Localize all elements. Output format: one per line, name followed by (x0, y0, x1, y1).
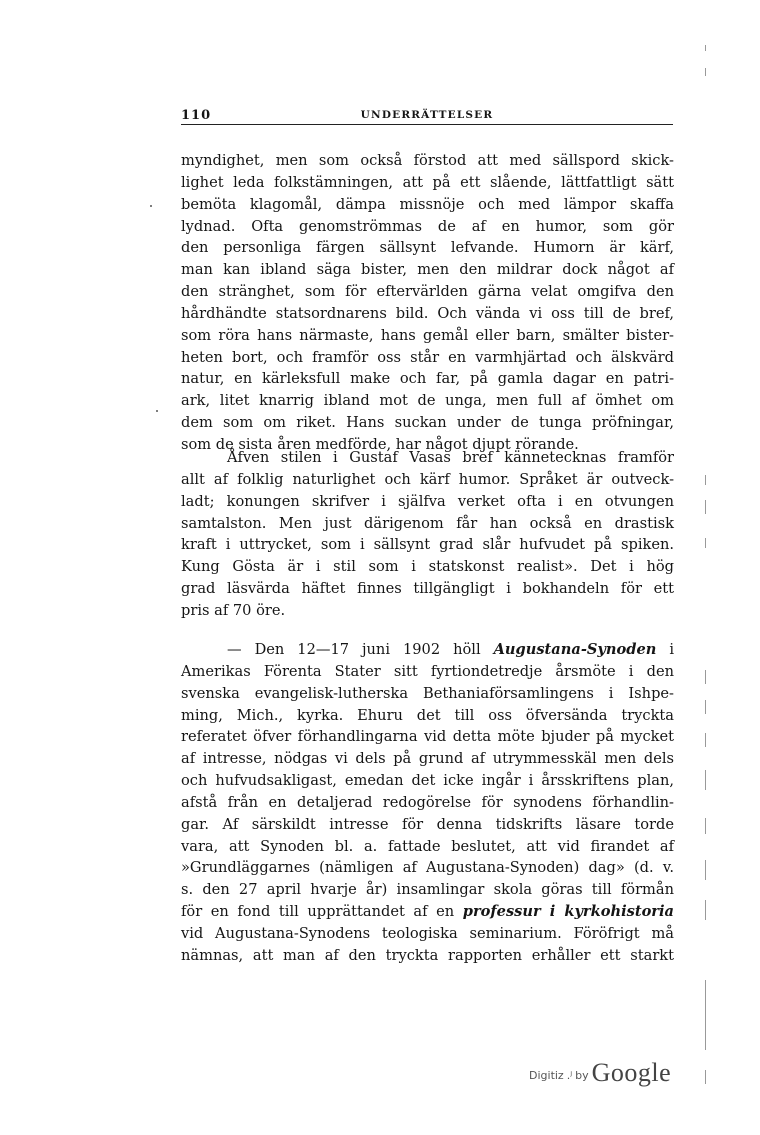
paragraph-2 (181, 447, 674, 622)
text-line: den stränghet, som för eftervärlden gärna velat omgifva den (181, 283, 674, 301)
text-line: myndighet, men som också förstod att med sällspord skick- (181, 152, 674, 169)
digitized-by-google-watermark (529, 1054, 671, 1088)
text-line: Amerikas Förenta Stater sitt fyrtiondetredje årsmöte i den (181, 662, 674, 680)
scan-edge-tick (705, 980, 706, 1050)
text-line: den personliga färgen sällsynt lefvande. Humorn är kärf, (181, 239, 674, 257)
text-line: hårdhändte statsordnarens bild. Och vända vi oss till de bref, (181, 304, 674, 322)
scan-edge-tick (705, 733, 706, 747)
text-line: af intresse, nödgas vi dels på grund af utrymmesskäl men dels (181, 750, 674, 768)
text-line-opening (181, 639, 674, 661)
scan-edge-tick (705, 500, 706, 514)
text-fragment: — Den 12—17 juni 1902 höll (227, 641, 494, 658)
scan-edge-tick (705, 818, 706, 834)
scan-edge-tick (705, 700, 706, 714)
watermark-by: by (575, 1069, 589, 1082)
text-line: Kung Gösta är i stil som i statskonst realist». Det i hög (181, 558, 674, 576)
text-line: pris af 70 öre. (181, 601, 286, 619)
text-fragment: i (656, 641, 674, 658)
paragraph-1 (181, 150, 674, 456)
text-line: och hufvudsakligast, emedan det icke ingår i årsskriftens plan, (181, 772, 674, 790)
watermark-prefix: Digitiz (529, 1069, 564, 1082)
text-line: nämnas, att man af den tryckta rapporten erhåller ett starkt (181, 946, 674, 964)
text-line: ming, Mich., kyrka. Ehuru det till oss öfversända tryckta (181, 706, 674, 724)
text-line: bemöta klagomål, dämpa missnöje och med lämpor skaffa (181, 195, 674, 213)
scan-edge-tick (705, 860, 706, 880)
synod-name-emphasis: Augustana-Synoden (493, 641, 657, 658)
text-line: man kan ibland säga bister, men den mildrar dock något af (181, 261, 674, 279)
text-line: som de sista åren medförde, har något djupt rörande. (181, 435, 579, 453)
text-line: s. den 27 april hvarje år) insamlingar skola göras till förmån (181, 881, 674, 899)
watermark-mark: .ʲ (566, 1069, 573, 1082)
google-logo: Google (591, 1058, 672, 1087)
professorship-emphasis: professur i kyrkohistoria (462, 903, 674, 921)
text-line: gar. Af särskildt intresse för denna tidskrifts läsare torde (181, 815, 674, 833)
scan-edge-tick (705, 900, 706, 920)
text-line: samtalston. Men just därigenom får han också en drastisk (181, 514, 674, 532)
text-line: grad läsvärda häftet finnes tillgängligt i bokhandeln för ett (181, 580, 674, 598)
text-line: dem som om riket. Hans suckan under de tunga pröfningar, (181, 414, 674, 432)
text-line: lydnad. Ofta genomströmmas de af en humor, som gör (181, 217, 674, 235)
text-line: heten bort, och framför oss står en varmhjärtad och älskvärd (181, 348, 674, 366)
scan-edge-tick (705, 475, 706, 485)
text-line: natur, en kärleksfull make och far, på gamla dagar en patri- (181, 370, 674, 388)
scan-edge-tick (705, 538, 706, 548)
text-line: »Grundläggarnes (nämligen af Augustana-Synoden) dag» (d. v. (181, 859, 674, 877)
scan-edge-tick (705, 68, 706, 76)
scan-speck (150, 205, 152, 207)
page-number: 110 (181, 108, 212, 123)
text-line: allt af folklig naturlighet och kärf humor. Språket är outveck- (181, 470, 674, 488)
scan-speck (156, 410, 158, 412)
text-line: ladt; konungen skrifver i själfva verket ofta i en otvungen (181, 492, 674, 510)
paragraph-3 (181, 639, 674, 967)
text-line: ark, litet knarrig ibland mot de unga, men full af ömhet om (181, 392, 674, 410)
text-line: kraft i uttrycket, som i sällsynt grad slår hufvudet på spiken. (181, 536, 674, 554)
text-line: referatet öfver förhandlingarna vid detta möte bjuder på mycket (181, 728, 674, 746)
text-line: svenska evangelisk-lutherska Bethaniaförsamlingens i Ishpe- (181, 684, 674, 702)
text-line-with-emphasis (181, 901, 674, 923)
text-line: vara, att Synoden bl. a. fattade beslutet, att vid firandet af (181, 837, 674, 855)
scan-edge-tick (705, 45, 706, 51)
text-fragment: för en fond till upprättandet af en (181, 903, 463, 921)
text-line: Åfven stilen i Gustaf Vasas bref kännetecknas framför (227, 449, 674, 466)
text-line: afstå från en detaljerad redogörelse för synodens förhandlin- (181, 793, 674, 811)
scan-edge-tick (705, 770, 706, 790)
scan-edge-tick (705, 1070, 706, 1084)
text-line: vid Augustana-Synodens teologiska seminarium. Föröfrigt må (181, 924, 674, 942)
text-line: som röra hans närmaste, hans gemål eller barn, smälter bister- (181, 326, 674, 344)
section-title: UNDERRÄTTELSER (360, 109, 494, 121)
running-head (181, 108, 673, 125)
text-line: lighet leda folkstämningen, att på ett slående, lättfattligt sätt (181, 173, 674, 191)
scan-edge-tick (705, 670, 706, 684)
